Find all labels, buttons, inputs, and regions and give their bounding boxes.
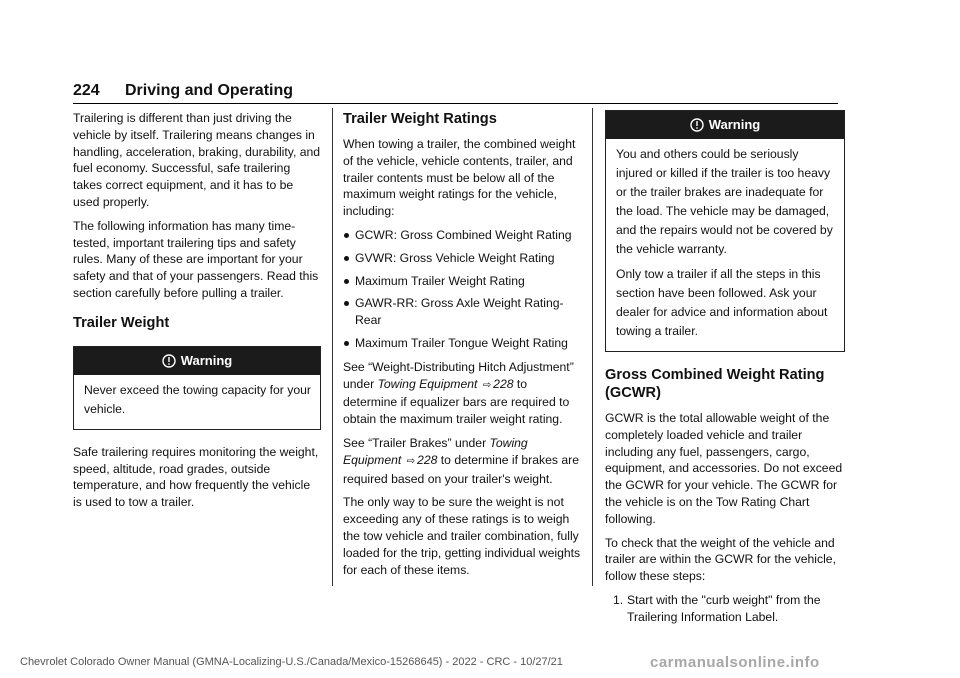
intro-paragraph: Trailering is different than just driving the vehicle by itself. Trailering means changes in handling, acceleration, braking, durability, and fuel economy. Successful, safe trailering takes correct equipment, and it has to be used properly.	[73, 111, 321, 209]
bullet-icon	[344, 341, 349, 346]
trailer-weight-ratings-heading: Trailer Weight Ratings	[343, 111, 497, 127]
warning-icon	[162, 354, 176, 368]
weigh-paragraph: The only way to be sure the weight is not exceeding any of these ratings is to weigh the tow vehicle and trailer combination, fully loaded for the trip, getting individual weights for each of these items.	[343, 495, 581, 577]
steps-list	[605, 592, 845, 626]
list-item: Maximum Trailer Weight Rating	[343, 273, 581, 290]
column-middle	[343, 110, 581, 585]
gcwr-heading: Gross Combined Weight Rating (GCWR)	[605, 367, 825, 401]
list-item: Maximum Trailer Tongue Weight Rating	[343, 335, 581, 352]
list-item: GAWR-RR: Gross Axle Weight Rating-Rear	[343, 295, 581, 329]
page-footer	[0, 648, 960, 678]
header-rule	[73, 103, 838, 104]
monitoring-paragraph: Safe trailering requires monitoring the weight, speed, altitude, road grades, outside temperature, and how frequently the vehicle is used to tow a trailer.	[73, 444, 319, 510]
warning-body	[606, 139, 844, 351]
warning-box-towing-capacity	[73, 346, 321, 430]
warning-header	[606, 111, 844, 139]
page-ref-arrow-icon: ⇨	[482, 379, 492, 391]
warning-text: You and others could be seriously injured or killed if the trailer is too heavy or the trailer brakes are inadequate for the load. The vehicle may be damaged, and the repairs would not be covered by the vehicle warranty.	[616, 147, 833, 256]
bullet-icon	[344, 301, 349, 306]
gcwr-definition-paragraph: GCWR is the total allowable weight of the completely loaded vehicle and trailer including any fuel, passengers, cargo, equipment, and accessories. Do not exceed the GCWR for your vehicle. The GCWR for the vehicle is on the Tow Rating Chart following.	[605, 411, 843, 526]
ratings-intro-paragraph: When towing a trailer, the combined weight of the vehicle, vehicle contents, trailer, and trailer contents must be below all of the maximum weight ratings for the vehicle, including:	[343, 137, 576, 219]
bullet-icon	[344, 233, 349, 238]
warning-box-overweight	[605, 110, 845, 352]
warning-text: Never exceed the towing capacity for your vehicle.	[84, 382, 311, 416]
column-divider-right	[592, 108, 593, 586]
towing-equipment-link[interactable]: Towing Equipment ⇨ 228	[377, 376, 514, 391]
bullet-icon	[344, 279, 349, 284]
warning-title: Warning	[708, 117, 761, 132]
trailer-weight-heading: Trailer Weight	[73, 314, 170, 331]
ratings-list	[343, 227, 581, 352]
column-left	[73, 110, 321, 518]
brakes-reference-paragraph: See “Trailer Brakes” under Towing Equipment ⇨ 228 to determine if brakes are required based on your trailer's weight.	[343, 435, 579, 486]
watermark: carmanualsonline.info	[650, 654, 820, 671]
warning-header	[74, 347, 320, 375]
column-divider-left	[332, 108, 333, 586]
list-item: GVWR: Gross Vehicle Weight Rating	[343, 250, 581, 267]
page-header	[73, 82, 838, 104]
warning-title: Warning	[180, 352, 233, 368]
warning-icon	[690, 118, 704, 132]
warning-text: Only tow a trailer if all the steps in this section have been followed. Ask your dealer for advice and information about towing a trailer.	[616, 267, 828, 338]
hitch-reference-paragraph: See “Weight-Distributing Hitch Adjustment” under Towing Equipment ⇨ 228 to determine if equalizer bars are required to obtain the maximum trailer weight rating.	[343, 359, 574, 427]
column-right	[605, 110, 845, 626]
warning-body	[74, 375, 320, 429]
info-paragraph: The following information has many time-tested, important trailering tips and safety rules. Many of these are important for your safety and that of your passengers. Read this section carefully before pulling a trailer.	[73, 218, 319, 300]
towing-equipment-link[interactable]: Towing Equipment ⇨ 228	[343, 435, 528, 467]
footer-document-id: Chevrolet Colorado Owner Manual (GMNA-Localizing-U.S./Canada/Mexico-15268645) - 2022 - CRC - 10/27/21	[20, 656, 563, 668]
gcwr-check-paragraph: To check that the weight of the vehicle and trailer are within the GCWR for the vehicle, follow these steps:	[605, 535, 836, 584]
bullet-icon	[344, 256, 349, 261]
section-title: Driving and Operating	[125, 82, 294, 99]
list-item: GCWR: Gross Combined Weight Rating	[343, 227, 581, 244]
page-number: 224	[73, 82, 100, 99]
list-item: 1. Start with the "curb weight" from the Trailering Information Label.	[613, 592, 821, 624]
page-ref-arrow-icon: ⇨	[406, 455, 416, 467]
